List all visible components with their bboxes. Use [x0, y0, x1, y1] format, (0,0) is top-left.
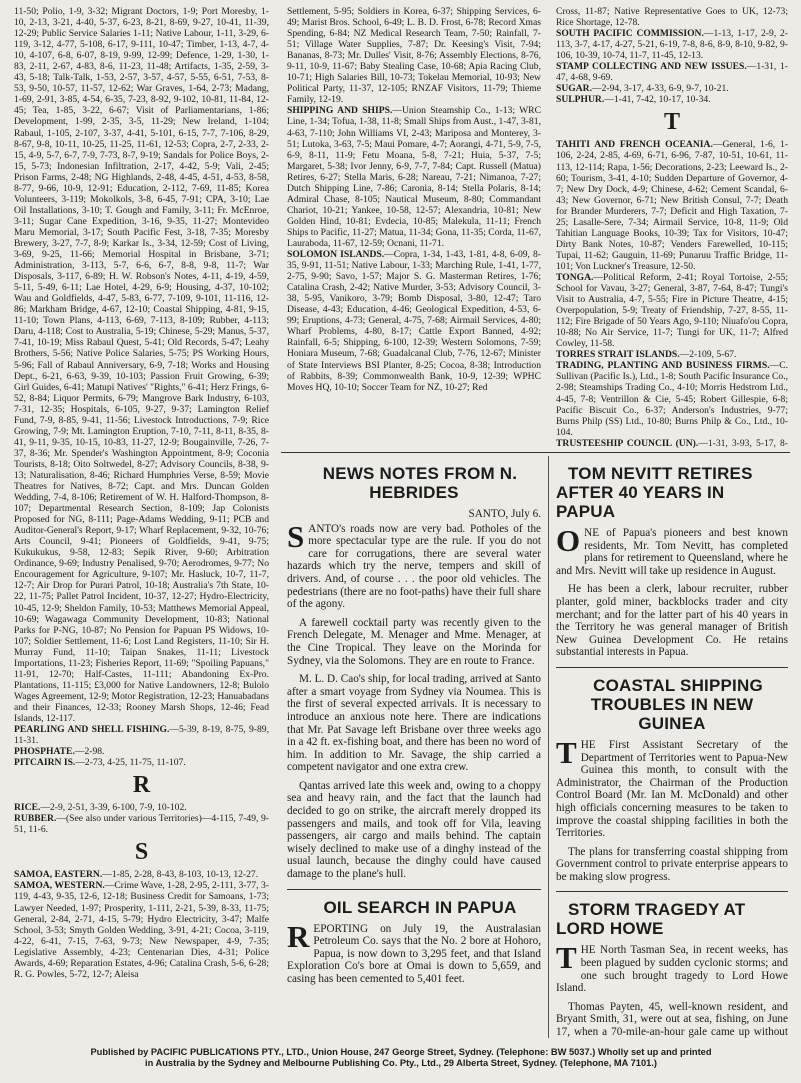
index-entry: SOLOMON ISLANDS.—Copra, 1-34, 1-43, 1-81, 4-8, 6-09, 8-35, 9-91, 11-51; Native Labour, 1-33; Marching Rule, 1-41, 1-77, 2-75, 9-90; Savo, 1-57; Major S. G. Masterman Retires, 1-76; Catalina Crash, 2-42; Native Murder, 3-53; Advisory Council, 3-38, 5-95, Vanikoro, 3-79; Bomb Disposal, 3-80, 12-47; Taro Disease, 4-43; Education, 4-46; Geological Expedition, 4-53, 6-99; Eruptions, 4-73; General, 4-75, 7-68; Airmail Services, 4-80; Wharf Problems, 4-80, 8-17; Cattle Export Banned, 4-92; Rainfall, 6-5; Shipping, 6-100, 12-39; Western Solomons, 7-59; Honiara Museum, 7-68; Guadalcanal Club, 7-76, 12-67; Minister of State Interviews BSI Planter, 8-25; Cocoa, 8-38; Introduction of Rabbits, 8-39; Commonwealth Bank, 10-9, 12-39; WPHC Moves HQ, 10-10; Soccer Team for NZ, 10-27; Red: [287, 249, 541, 393]
dateline: SANTO, July 6.: [468, 508, 541, 520]
index-entry: PITCAIRN IS.—2-73, 4-25, 11-75, 11-107.: [14, 757, 186, 769]
story-paragraph: Thomas Payten, 45, well-known resident, and Bryant Smith, 31, were out at sea, fishing, on June 17, when a 70-mile-an-hour gale came up without: [556, 1000, 788, 1039]
headline-coastal: COASTAL SHIPPING TROUBLES IN NEW GUINEA: [590, 675, 763, 733]
headline-nevitt: TOM NEVITT RETIRES AFTER 40 YEARS IN PAPUA: [556, 464, 753, 521]
index-entry: SOUTH PACIFIC COMMISSION.—1-13, 1-17, 2-9, 2-113, 3-7, 4-17, 4-27, 5-21, 6-19, 7-8, 8-6, 8-9, 8-10, 9-82, 9-106, 10-39, 10-74, 11-7, 11-45, 12-13.: [556, 28, 788, 62]
column-rule: [548, 456, 549, 1038]
story-paragraph: REPORTING on July 19, the Australasian Petroleum Co. says that the No. 2 bore at Hohoro, Papua, is now down to 3,295 feet, and that Island Exploration Co's bore at Omai is down to 5,659, and casing has been cemented to 5,401 feet.: [287, 918, 541, 985]
index-entry: SAMOA, WESTERN.—Crime Wave, 1-28, 2-95, 2-111, 3-77, 3-119, 4-43, 9-35, 12-6, 12-18; Business Credit for Samoans, 1-73; Lawyer Needed, 1-97; Prosperity, 1-111, 2-21, 5-39, 8-33, 11-75; General, 2-84, 2-71, 4-15, 5-79; Hydro Electricity, 3-47; Malfe School, 3-53; Smyth Golden Wedding, 3-91, 4-21; Cocoa, 3-119, 4-22, 6-41, 7-15, 7-63, 9-73; New Newspaper, 4-9, 7-35; Legislative Assembly, 4-23; Centenarian Dies, 4-31; Police Awards, 4-69; Reparation Estates, 4-96; Catalina Crash, 5-6, 6-28; R. G. Powles, 5-72, 12-7; Aleisa: [14, 880, 269, 980]
story-paragraph: THE North Tasman Sea, in recent weeks, has been plagued by sudden cyclonic storms; and one such brought tragedy to Lord Howe Island.: [556, 940, 788, 995]
index-entry: PEARLING AND SHELL FISHING.—5-39, 8-19, 8-75, 9-89, 11-31.: [14, 724, 269, 747]
publisher-footer: [14, 1047, 788, 1069]
story-divider: [556, 667, 788, 668]
index-entry: TORRES STRAIT ISLANDS.—2-109, 5-67.: [556, 349, 737, 361]
index-column-3: [556, 6, 788, 448]
index-letter-heading: R: [132, 772, 151, 799]
story-paragraph: He has been a clerk, labour recruiter, rubber planter, gold miner, backblocks trader and city merchant; and for the latter part of his 40 years in the Territory he was general manager of British New Guinea Development Co. He retains substantial interests in Papua.: [556, 583, 788, 659]
drop-cap: T: [556, 734, 577, 770]
index-entry: 11-50; Polio, 1-9, 3-32; Migrant Doctors, 1-9; Port Moresby, 1-10, 2-13, 3-21, 4-40, 5-37, 6-23, 8-21, 8-69, 9-27, 10-41, 11-39, 12-29; Public Service Salaries 1-11; Native Labour, 1-11, 3-29, 6-119, 3-12, 4-77, 5-108, 6-17, 9-111, 10-47; Timber, 1-13, 4-7, 4-10, 4-107, 6-8, 6-07, 8-19, 9-99, 12-99; Defence, 1-29, 1-30, 1-83, 2-11, 2-67, 4-83, 8-6, 11-23, 11-48; Artifacts, 1-35, 2-59, 3-43, 5-18; Talk-Talk, 1-53, 2-57, 3-57, 4-57, 5-55, 6-51, 7-53, 8-53, 9-50, 10-57, 11-57, 12-62; War Graves, 1-64, 2-73; Madang, 1-69, 2-91, 3-85, 4-54, 6-35, 7-23, 8-92, 9-102, 10-81, 11-84, 12-45; Tea, 1-85, 3-22, 6-67; Visit of Parliamentarians, 1-86; Development, 1-99, 2-35, 3-5, 11-29; New Ireland, 1-104; Rabaul, 1-105, 2-107, 3-37, 4-41, 5-101, 6-15, 7-7, 7-106, 8-29, 8-67, 9-8, 10-11, 10-25, 11-25, 11-61, 12-53; Copra, 2-7, 2-33, 2-15, 4-9, 5-7, 6-7, 7-9, 7-73, 8-7, 9-19; Sandals for Police Boys, 2-15, 5-73; Indonesian Infiltration, 2-17, 4-42, 5-9; Vali, 2-45; Prison Farms, 2-48; NG Highlands, 2-48, 4-45, 4-51, 4-53, 8-58, 8-77, 9-66, 10-9, 12-91; Education, 2-112, 7-69, 11-85; Korea Volunteers, 3-119; Mokolkols, 3-8, 6-45, 7-91; CPA, 3-10; Lae Oil Installations, 3-10; T. Gough and Family, 3-11; Fr. McEnroe, 3-11; Sugar Cane Expedition, 3-16, 9-35, 11-27; Montevideo Maru Memorial, 3-17; South Pacific Fest, 3-18, 7-35; Moresby Brewery, 3-27, 7-7, 8-9; Karkar Is., 3-34, 12-59; Cost of Living, 3-69, 9-25, 11-66; Memorial Hospital in Brisbane, 3-71; Administration, 3-113, 5-7, 6-6, 6-7, 8-8, 9-8, 11-7; War Disposals, 3-117, 6-89; H. W. Robson's Notes, 4-11, 4-19, 4-59, 5-11, 5-49, 6-11; Lae Hotel, 4-29, 6-9; Housing, 4-37, 10-102; Wau and Goldfields, 4-47, 5-83, 6-77, 7-109, 9-101, 11-116, 12-86; Markham Bridge, 4-67, 12-10; Coastal Shipping, 4-81, 9-15, 11-10; Town Plans, 4-113, 6-69, 7-113, 8-109; Rubber, 4-113; Daru, 4-118; Cost to Australia, 5-19; Chinese, 5-29; Manus, 5-37, 7-41, 10-19; Miss Rabaul Quest, 5-41; Old Records, 5-47; Leahy Brothers, 5-56; Native Police Salaries, 5-75; PS Working Hours, 5-96; Fall of Rabaul Anniversary, 6-9, 7-18; Works and Housing Dept., 6-21, 6-63, 9-39, 10-103; Passion Fruit Growing, 6-39; Girl Guides, 6-41; Matupi Natives' "Rights," 6-41; Herz Frings, 6-52, 8-84; Liquor Permits, 6-79; Mangrove Bark Industry, 6-103, 7-31, 12-35; Hospitals, 6-105, 9-27, 9-37; Lamington Relief Fund, 7-9, 8-85, 9-41, 11-56; Livestock Introductions, 7-9; Rice Growing, 7-9; Mt. Lamington Eruption, 7-10, 7-11, 8-11, 8-35, 8-41, 9-11, 9-35, 10-15, 10-83, 11-27, 12-9; Bougainville, 7-26, 7-37, 8-36; Mr. Spender's Washington Appointment, 8-9; Coconia Tourists, 8-18; Oito Soltwedel, 8-27; Advisory Councils, 8-38, 9-13; Naturalisation, 8-46; Richard Humphries Verse, 8-59; Movie Theatres for Natives, 8-72; Capt. and Mrs. Duncan Golden Wedding, 7-4, 8-106; Retirement of W. H. Halford-Thompson, 8-107; Departmental Research Section, 8-109; Jap Colonists Proposed for NG, 8-111; Page-Adams Wedding, 9-11; PCB and Auditor-General's Report, 9-17; Wharf Replacement, 9-32, 10-76; Arts Council, 9-41; Pioneers of Goldfields, 9-41, 9-75; Kukukukus, 9-58, 12-83; Sepik River, 9-60; Arbitration Ordinance, 9-69; Industry Penalised, 9-70; Aerodromes, 9-77; No Encouragement for Agriculture, 9-107; Mr. Hasluck, 10-7, 11-7, 12-7; Air Drop for Purari Patrol, 10-18; Australia's 7th State, 10-22, 11-75; Pallet Patrol Incident, 10-37, 12-27; Hydro-Electricity, 10-45, 12-9; Sheldon Family, 10-53; Matthews Memorial Appeal, 10-69; Wagawaga Community Development, 10-83; National Parks for P-NG, 10-87; No Pension for Papuan PS Widows, 10-107; Soldier Settlement, 11-6; Lost Land Registers, 11-10; Sir H. Murray Fund, 11-10; Taipan Snakes, 11-11; Livestock Importations, 11-23; Fisheries Report, 11-69; "Spoiling Papuans," 11-91, 12-70; Half-Castes, 11-111; Abandoning Ex-Pro. Plantations, 11-115; £3,000 for Native Landowners, 12-8; Bulolo Wages Agreement, 12-9; Motor Registration, 12-23; Hanuabadans and their Finances, 12-33; Rooney Marsh Shops, 12-46; Fead Islands, 12-117.: [14, 6, 269, 724]
index-letter-heading: S: [134, 839, 149, 866]
headline-oil: OIL SEARCH IN PAPUA: [323, 897, 517, 917]
index-entry: SULPHUR.—1-41, 7-42, 10-17, 10-34.: [556, 94, 711, 106]
index-column-1: [14, 6, 269, 1040]
headline-hebrides: NEWS NOTES FROM N. HEBRIDES: [322, 464, 518, 502]
drop-cap: S: [287, 518, 305, 554]
drop-cap: T: [556, 940, 577, 976]
news-column-3: [556, 456, 788, 1040]
story-divider: [556, 891, 788, 892]
story-paragraph: THE First Assistant Secretary of the Department of Territories went to Papua-New Guinea this month, to consult with the Administrator, the Chairman of the Production Control Board (Mr. Ian M. McDonald) and other high officials concerning measures to be taken to improve the coastal shipping facilities in both the Territories.: [556, 734, 788, 840]
story-paragraph: The plans for transferring coastal shipping from Government control to private enterprise appears to be making slow progress.: [556, 845, 788, 883]
index-entry: STAMP COLLECTING AND NEW ISSUES.—1-31, 1-47, 4-68, 9-69.: [556, 61, 788, 84]
story-paragraph: A farewell cocktail party was recently given to the French Delegate, M. Menager and Mme. Menager, at the Cine Tropical. They leave on the Morinda for Sydney, via the Solomons. They are en route to France.: [287, 616, 541, 667]
index-entry: TRUSTEESHIP COUNCIL (UN).—1-31, 3-93, 5-17, 8-: [556, 437, 788, 448]
index-letter-heading: T: [663, 109, 680, 136]
index-entry: TRADING, PLANTING AND BUSINESS FIRMS.—C. Sullivan (Pacific Is.), Ltd., 1-8; South Pacific Insurance Co., 2-98; Steamships Trading Co., 4-10; Morris Hedstrom Ltd., 4-45, 7-8; Ventrillon & Cie, 5-45; Robert Gillespie, 6-8; Pacific Biscuit Co., 6-37; Anderson's Industries, 9-77; Burns Philp (SS) Ltd., 10-80; Burns Philp & Co., Ltd., 10-104.: [556, 360, 788, 438]
index-column-2: [287, 6, 541, 444]
drop-cap: R: [287, 918, 310, 954]
index-entry: SAMOA, EASTERN.—1-85, 2-28, 8-43, 8-103, 10-13, 12-27.: [14, 869, 259, 881]
section-divider: [281, 452, 790, 453]
news-column-2: [287, 456, 541, 1040]
story-paragraph: ONE of Papua's pioneers and best known residents, Mr. Tom Nevitt, has completed plans for retirement to Queensland, where he and Mrs. Nevitt will take up residence in August.: [556, 523, 788, 577]
story-paragraph: Qantas arrived late this week and, owing to a choppy sea and heavy rain, and the fact that the launch had decided to go on strike, the aircraft merely dropped its passengers and mails, and took off for Vila, leaving passengers, air cargo and mails behind. The captain wisely declined to make use of a dinghy instead of the usual launch, because the dinghy could have caused damage to the plane's hull.: [287, 779, 541, 881]
index-entry: Cross, 11-87; Native Representative Goes to UK, 12-73; Rice Shortage, 12-78.: [556, 6, 788, 29]
footer-line: in Australia by the Sydney and Melbourne Publishing Co. Pty., Ltd., 29 Alberta Street, Sydney. (Telephone, MA 7101.): [145, 1058, 657, 1068]
footer-line: Published by PACIFIC PUBLICATIONS PTY., LTD., Union House, 247 George Street, Sydney. (Telephone: BW 5037.) Wholly set up and printed: [90, 1047, 712, 1057]
index-entry: RUBBER.—(See also under various Territories)—4-115, 7-49, 9-51, 11-6.: [14, 813, 269, 836]
index-entry: SUGAR.—2-94, 3-17, 4-33, 6-9, 9-7, 10-21.: [556, 83, 729, 95]
story-paragraph: M. L. D. Cao's ship, for local trading, arrived at Santo after a smart voyage from Sydney via Noumea. This is the first of several expected arrivals. It is necessary to introduce an anxious note here. There are indications that Mr. Pat Savage left Brisbane over three weeks ago in a 42 ft. ex-fishing boat, and there has been no word of him. In addition to Mr. Savage, the ship carried a competent navigator and one extra crew.: [287, 673, 541, 774]
drop-cap: O: [556, 523, 581, 558]
index-entry: RICE.—2-9, 2-51, 3-39, 6-100, 7-9, 10-102.: [14, 802, 187, 814]
story-paragraph: SANTO's roads now are very bad. Potholes of the more spectacular type are the rule. If you do not care for corrugations, there are several water hazards which try the nerve, tempers and skill of drivers. And, of course . . . the poor old vehicles. The pedestrians (there are no foot-paths) have their full share of the agony.: [287, 518, 541, 611]
index-entry: TAHITI AND FRENCH OCEANIA.—General, 1-6, 1-106, 2-24, 2-85, 4-69, 6-71, 6-96, 7-87, 10-51, 10-61, 11-113, 12-114; Rapa, 1-56; Decorations, 2-23; Leeward Is., 2-60; Tourism, 3-41, 4-10; Sudden Departure of Governor, 4-7; New Dry Dock, 4-9; Chinese, 4-62; Cement Scandal, 6-43; New Governor, 6-71; New British Consul, 7-7; Death for Brander Murderers, 7-7; Deficit and High Taxation, 7-25; Lasalle-Sere, 7-34; Airmail Service, 10-8, 11-9; Old Tahitian Language Books, 10-39; Tax for Visitors, 10-47; Dirty Bank Notes, 10-87; Venders Farewelled, 10-115; Tupai, 11-62; Gauguin, 11-69; Punaruu Traffic Bridge, 11-101; Von Luckner's Treasure, 12-50.: [556, 139, 788, 272]
index-entry: SHIPPING AND SHIPS.—Union Steamship Co., 1-13; WRC Line, 1-34; Tofua, 1-38, 11-8; Small Ships from Aust., 1-47, 3-81, 4-63, 7-110; John Williams VI, 2-43; Mariposa and Monterey, 3-51; Lutoka, 3-63, 7-5; Maui Pomare, 4-7; Aorangi, 4-71, 5-9, 7-5, 6-9, 8-11, 11-9; Fetu Moana, 5-8, 7-21; Huia, 5-37, 7-5; Margaret, 5-38; Ivor Jenny, 6-9, 7-7, 7-84; Capt. Russell (Matua) Retires, 6-27; Stella Maris, 6-28; Nareau, 7-21; Nimanoa, 7-27; Dutch Shipping Line, 7-86; Caronia, 8-14; Stella Polaris, 8-14; Admiral Chase, 8-105; Nautical Museum, 8-80; Commandant Chariot, 10-21; Yankee, 10-58, 12-57; Alexandria, 10-81; New Golden Hind, 10-81; Evdecia, 10-85; Malekula, 11-11; French Ships to Pacific, 11-27; Matua, 11-34; Gona, 11-35; Corda, 11-67, Lauraboda, 11-67, 12-59; Ocnani, 11-71.: [287, 105, 541, 249]
story-divider: [287, 889, 541, 890]
index-entry: TONGA.—Political Reform, 2-41; Royal Tortoise, 2-55; School for Vavau, 3-27; General, 3-87, 7-64, 8-47; Tungi's Visit to Australia, 4-7, 5-55; Fire in Picture Theatre, 4-15; Overpopulation, 5-9; Treaty of Friendship, 7-27, 8-55, 11-112; Fire Brigade of 50 Years Ago, 9-110; Niuafo'ou Copra, 10-88; No Air Service, 11-7; Tungi for UK, 11-7; Alfred Cowley, 11-58.: [556, 271, 788, 350]
headline-howe: STORM TRAGEDY AT LORD HOWE: [556, 900, 746, 939]
index-entry: Settlement, 5-95; Soldiers in Korea, 6-37; Shipping Services, 6-49; Marist Bros. School, 6-49; L. B. D. Frost, 6-78; Record Xmas Spending, 6-84; NZ Medical Research Team, 7-50; Rainfall, 7-51; Village Water Supplies, 7-87; Dr. Keesing's Visit, 7-94; Bananas, 8-73; Mr. Dulles' Visit, 8-76; Assembly Elections, 8-76, 9-11, 10-9, 11-67; Baby Stealing Case, 10-68; Apia Racing Club, 10-71; High Salaries Bill, 10-73; Tokelau Memorial, 10-93; New Political Party, 11-37, 12-105; RNZAF Visitors, 11-79; Thieme Family, 12-19.: [287, 6, 541, 106]
index-entry: PHOSPHATE.—2-98.: [14, 746, 105, 758]
